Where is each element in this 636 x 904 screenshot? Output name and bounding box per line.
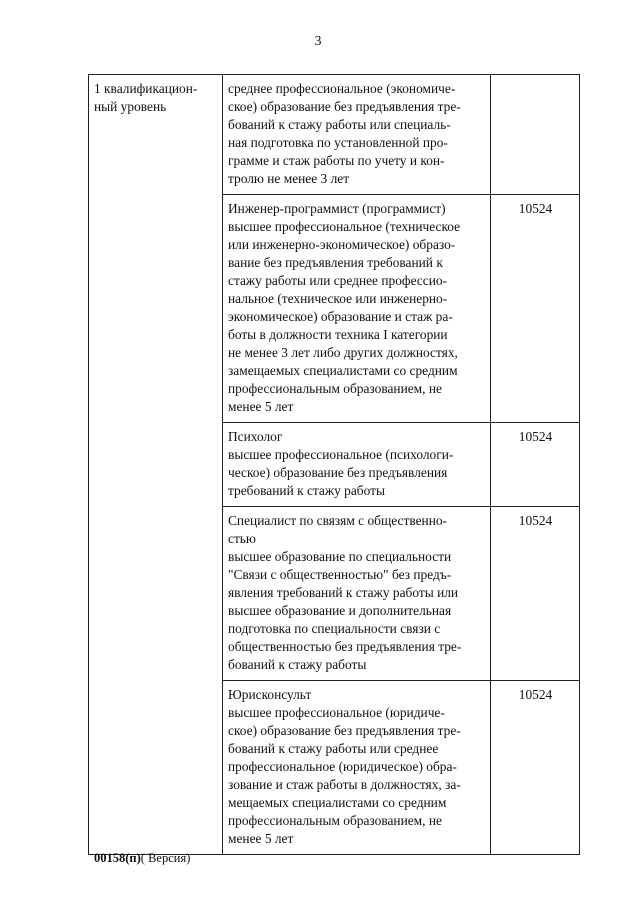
salary-cell: 10524 [491, 507, 580, 681]
description-line: профессиональным образованием, не [228, 813, 442, 828]
salary-cell: 10524 [491, 681, 580, 855]
description-line: или инженерно-экономическое) образо- [228, 237, 456, 252]
description-line: профессиональное (юридическое) обра- [228, 759, 457, 774]
description-line: бований к стажу работы [228, 657, 367, 672]
position-description-cell [223, 75, 491, 195]
description-line: мещаемых специалистами со средним [228, 795, 447, 810]
description-line: не менее 3 лет либо других должностях, [228, 345, 458, 360]
position-description-cell [223, 681, 491, 855]
position-title: Юрисконсульт [228, 687, 312, 702]
description-line: ское) образование без предъявления тре- [228, 99, 461, 114]
salary-cell: 10524 [491, 195, 580, 423]
position-description-cell [223, 507, 491, 681]
description-line: стажу работы или среднее профессио- [228, 273, 448, 288]
description-line: экономическое) образование и стаж ра- [228, 309, 453, 324]
salary-cell [491, 75, 580, 195]
description-line: общественностью без предъявления тре- [228, 639, 462, 654]
page-number: 3 [314, 34, 322, 49]
salary-cell: 10524 [491, 423, 580, 507]
description-line: зование и стаж работы в должностях, за- [228, 777, 461, 792]
description-line: бований к стажу работы или специаль- [228, 117, 451, 132]
description-line: ское) образование без предъявления тре- [228, 723, 461, 738]
position-description-cell [223, 423, 491, 507]
description-line: профессиональным образованием, не [228, 381, 442, 396]
qualification-level-cell [89, 75, 223, 855]
description-line: нальное (техническое или инженерно- [228, 291, 448, 306]
position-title: Инженер-программист (программист) [228, 201, 446, 216]
position-description-cell [223, 195, 491, 423]
position-title: стью [228, 531, 256, 546]
description-line: высшее образование и дополнительная [228, 603, 452, 618]
document-code: 00158(п) [94, 851, 141, 865]
description-line: бований к стажу работы или среднее [228, 741, 439, 756]
position-title: Психолог [228, 429, 283, 444]
description-line: "Связи с общественностью" без предъ- [228, 567, 452, 582]
description-line: высшее образование по специальности [228, 549, 452, 564]
table-row [89, 75, 580, 195]
description-line: ческое) образование без предъявления [228, 465, 448, 480]
position-title: Специалист по связям с общественно- [228, 513, 448, 528]
description-line: требований к стажу работы [228, 483, 385, 498]
description-line: высшее профессиональное (техническое [228, 219, 461, 234]
description-line: замещаемых специалистами со средним [228, 363, 458, 378]
description-line: явления требований к стажу работы или [228, 585, 459, 600]
description-line: менее 5 лет [228, 399, 294, 414]
description-line: высшее профессиональное (психологи- [228, 447, 454, 462]
qualification-level-line: 1 квалификацион- [94, 81, 198, 96]
description-line: боты в должности техника I категории [228, 327, 448, 342]
description-line: ная подготовка по установленной про- [228, 135, 448, 150]
description-line: среднее профессиональное (экономиче- [228, 81, 456, 96]
qualification-level-line: ный уровень [94, 99, 167, 114]
description-line: грамме и стаж работы по учету и кон- [228, 153, 445, 168]
document-version: ( Версия) [140, 851, 191, 865]
description-line: вание без предъявления требований к [228, 255, 443, 270]
qualification-table [88, 74, 580, 855]
description-line: подготовка по специальности связи с [228, 621, 441, 636]
document-footer [94, 851, 190, 866]
description-line: менее 5 лет [228, 831, 294, 846]
description-line: тролю не менее 3 лет [228, 171, 350, 186]
description-line: высшее профессиональное (юридиче- [228, 705, 445, 720]
